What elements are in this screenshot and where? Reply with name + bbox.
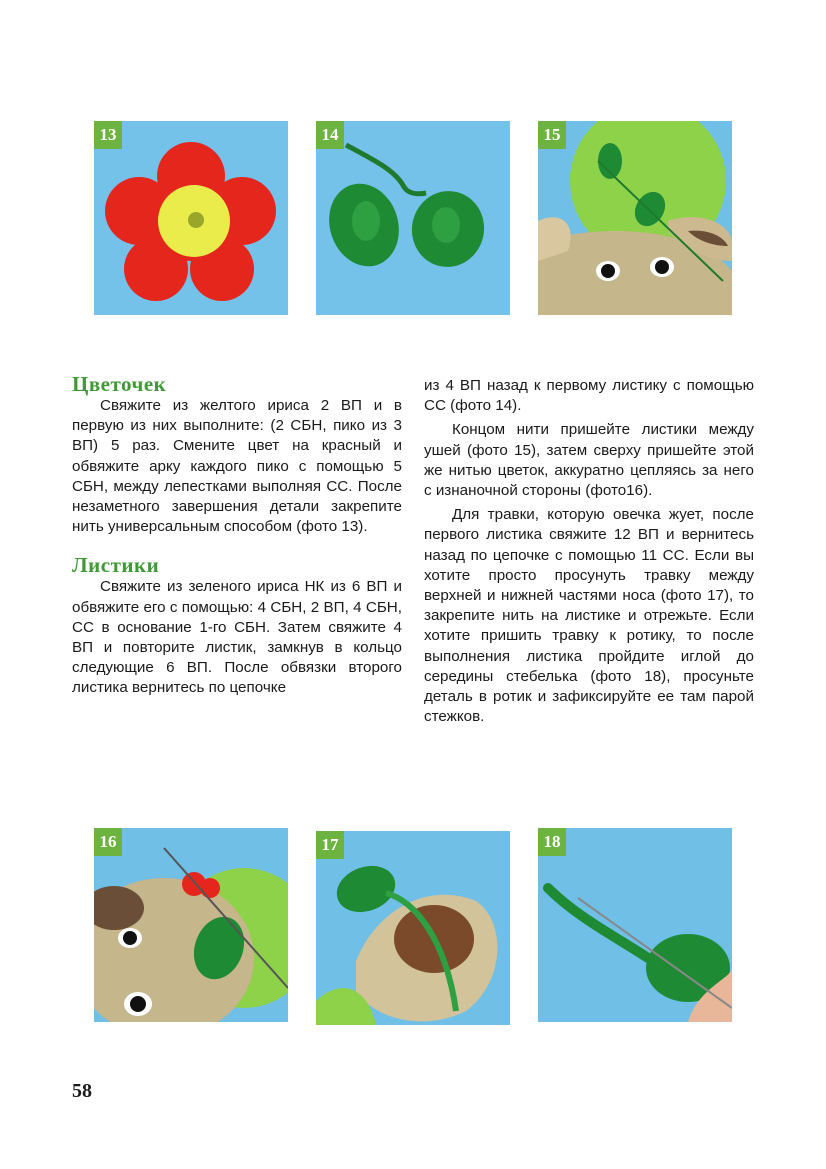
page-number: 58 xyxy=(72,1080,92,1102)
sheep-leaves-illustration xyxy=(538,121,732,315)
leaves-illustration xyxy=(316,121,510,315)
photo-17 xyxy=(316,831,510,1025)
text-column-left xyxy=(72,372,402,699)
photo-number-badge: 15 xyxy=(538,121,566,149)
flower-illustration xyxy=(94,121,288,315)
photo-number-badge: 14 xyxy=(316,121,344,149)
sheep-flower-illustration xyxy=(94,828,288,1022)
photo-number-badge: 13 xyxy=(94,121,122,149)
photo-14 xyxy=(316,121,510,315)
flower-instructions: Свяжите из желтого ириса 2 ВП и в первую из них выполните: (2 СБН, пико из 3 ВП) 5 раз. Смените цвет на красный и обвяжите арку каждого пико с помощью 5 СБН, между лепестками выполняя СС. После незаметного завершения детали закрепите нить универсальным способом (фото 13). xyxy=(72,397,402,536)
leaves-instructions: Свяжите из зеленого ириса НК из 6 ВП и обвяжите его с помощью: 4 СБН, 2 ВП, 4 СБН, СС в основание 1-го СБН. Затем свяжите 4 ВП и повторите листик, замкнув в кольцо следующие 6 ВП. После обвязки второго листика вернитесь по цепочке xyxy=(72,578,402,697)
photo-number-badge: 16 xyxy=(94,828,122,856)
leaves-instructions-continued: из 4 ВП назад к первому листику с помощью СС (фото 14). xyxy=(424,377,754,415)
photo-number-badge: 17 xyxy=(316,831,344,859)
photo-16 xyxy=(94,828,288,1022)
photo-number-badge: 18 xyxy=(538,828,566,856)
photo-13 xyxy=(94,121,288,315)
photo-18 xyxy=(538,828,732,1022)
section-title-flower: Цветочек xyxy=(72,372,167,396)
section-title-leaves: Листики xyxy=(72,553,160,578)
photo-15 xyxy=(538,121,732,315)
grass-stem-illustration xyxy=(538,828,732,1022)
sewing-instructions: Концом нити пришейте листики между ушей (фото 15), затем сверху пришейте этой же нитью цветок, аккуратно цепляясь за него с изнаночной стороны (фото16). xyxy=(424,421,754,500)
grass-instructions: Для травки, которую овечка жует, после первого листика свяжите 12 ВП и вернитесь назад по цепочке с помощью 11 СС. Если вы хотите просто просунуть травку между верхней и нижней частями носа (фото 17), то закрепите нить на листике и отрежьте. Если хотите пришить травку к ротику, то после выполнения листика пройдите иглой до середины стебелька (фото 18), просуньте деталь в ротик и зафиксируйте ее там парой стежков. xyxy=(424,506,754,726)
sheep-grass-illustration xyxy=(316,831,510,1025)
text-column-right xyxy=(424,376,754,727)
